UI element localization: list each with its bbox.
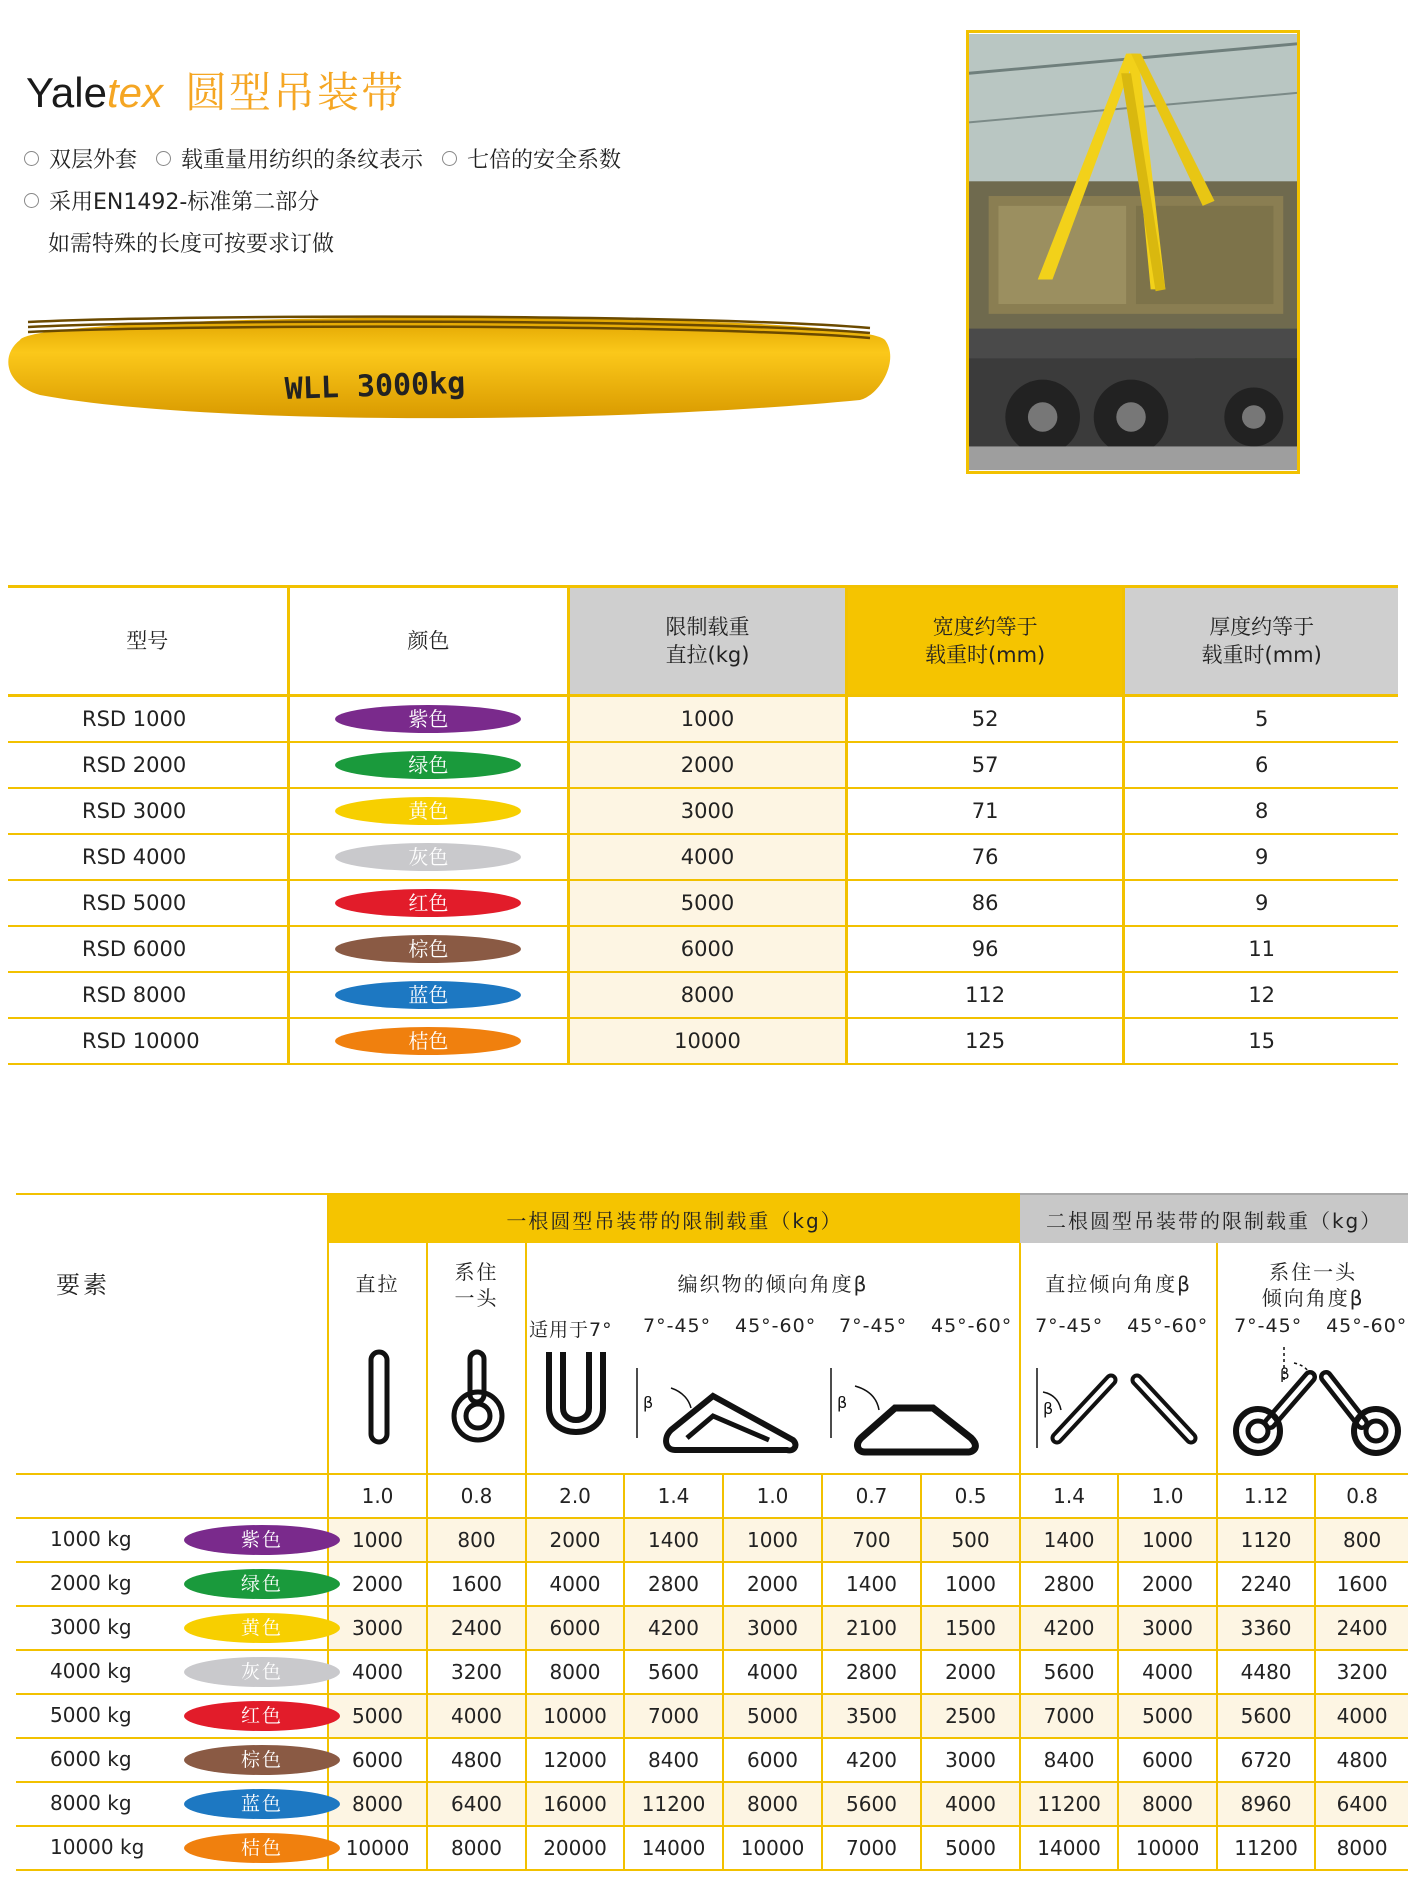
capacity-label-cell	[16, 1826, 328, 1870]
color-badge: 棕色	[184, 1745, 340, 1775]
model-cell: RSD 10000	[8, 1018, 288, 1064]
model-cell: RSD 8000	[8, 972, 288, 1018]
capacity-cell: 3500	[822, 1694, 921, 1738]
capacity-cell: 2800	[624, 1562, 723, 1606]
thickness-cell: 15	[1124, 1018, 1398, 1064]
color-cell	[288, 1018, 569, 1064]
capacity-cell: 11200	[1217, 1826, 1315, 1870]
feature-line-2	[24, 185, 319, 216]
header-color: 颜色	[288, 587, 569, 696]
factor-label-cell	[16, 1474, 328, 1518]
factor-row	[16, 1474, 1408, 1518]
color-badge: 桔色	[184, 1833, 340, 1863]
capacity-cell: 4000	[921, 1782, 1020, 1826]
capacity-cell: 1000	[723, 1518, 822, 1562]
capacity-cell: 8960	[1217, 1782, 1315, 1826]
beta-symbol: β	[1280, 1365, 1290, 1383]
capacity-row	[16, 1782, 1408, 1826]
bullet-icon	[442, 151, 457, 166]
sling-label: WLL 3000kg	[284, 365, 466, 408]
capacity-cell: 1000	[921, 1562, 1020, 1606]
capacity-cell: 5000	[1118, 1694, 1217, 1738]
width-cell: 52	[846, 696, 1124, 743]
capacity-cell: 800	[1315, 1518, 1408, 1562]
capacity-cell: 2800	[1020, 1562, 1118, 1606]
capacity-label: 6000 kg	[50, 1747, 132, 1771]
color-cell	[288, 742, 569, 788]
model-cell: RSD 6000	[8, 926, 288, 972]
straight-lift-icon	[359, 1348, 399, 1448]
color-badge: 蓝色	[184, 1789, 340, 1819]
capacity-label: 3000 kg	[50, 1615, 132, 1639]
capacity-cell: 5600	[1217, 1694, 1315, 1738]
capacity-cell: 2800	[822, 1650, 921, 1694]
col-choke	[427, 1243, 526, 1474]
capacity-cell: 10000	[526, 1694, 624, 1738]
capacity-cell: 2000	[526, 1518, 624, 1562]
col-two-straight	[1020, 1243, 1217, 1474]
basket-angle-icon-b	[825, 1358, 1005, 1458]
round-sling-illustration	[0, 300, 900, 430]
capacity-row	[16, 1650, 1408, 1694]
capacity-cell: 5600	[1020, 1650, 1118, 1694]
angle-label: 7°-45°	[643, 1315, 712, 1337]
load-capacity-table	[16, 1193, 1408, 1871]
capacity-cell: 500	[921, 1518, 1020, 1562]
element-label-cell	[16, 1243, 328, 1474]
capacity-cell: 4000	[328, 1650, 427, 1694]
angle-label: 45°-60°	[735, 1315, 817, 1337]
capacity-cell: 14000	[1020, 1826, 1118, 1870]
capacity-cell: 8000	[427, 1826, 526, 1870]
load-cell: 1000	[569, 696, 847, 743]
capacity-cell: 2100	[822, 1606, 921, 1650]
load-cell: 5000	[569, 880, 847, 926]
capacity-row	[16, 1562, 1408, 1606]
capacity-cell: 4480	[1217, 1650, 1315, 1694]
feature-text: 载重量用纺织的条纹表示	[181, 148, 424, 173]
color-badge: 绿色	[335, 751, 521, 779]
load-cell: 10000	[569, 1018, 847, 1064]
capacity-label-cell	[16, 1518, 328, 1562]
spec-row	[8, 834, 1398, 880]
factor-cell: 1.0	[1118, 1474, 1217, 1518]
thickness-cell: 9	[1124, 880, 1398, 926]
element-label: 要素	[56, 1271, 110, 1299]
capacity-cell: 3200	[427, 1650, 526, 1694]
col-two-choke	[1217, 1243, 1408, 1474]
load-cell: 8000	[569, 972, 847, 1018]
load-capacity-table-wrapper	[16, 1193, 1408, 1871]
model-cell: RSD 2000	[8, 742, 288, 788]
thickness-cell: 8	[1124, 788, 1398, 834]
width-cell: 125	[846, 1018, 1124, 1064]
color-badge: 灰色	[335, 843, 521, 871]
bullet-icon	[156, 151, 171, 166]
capacity-cell: 8400	[1020, 1738, 1118, 1782]
choke-hitch-icon	[446, 1348, 510, 1448]
capacity-cell: 3000	[921, 1738, 1020, 1782]
spec-row	[8, 926, 1398, 972]
capacity-label: 4000 kg	[50, 1659, 132, 1683]
factor-cell: 0.8	[1315, 1474, 1408, 1518]
spec-row	[8, 742, 1398, 788]
page-title	[26, 60, 405, 120]
capacity-cell: 7000	[822, 1826, 921, 1870]
capacity-cell: 4200	[624, 1606, 723, 1650]
thickness-cell: 9	[1124, 834, 1398, 880]
capacity-cell: 2400	[1315, 1606, 1408, 1650]
capacity-label: 10000 kg	[50, 1835, 145, 1859]
capacity-row	[16, 1694, 1408, 1738]
capacity-cell: 1400	[1020, 1518, 1118, 1562]
capacity-cell: 8000	[723, 1782, 822, 1826]
capacity-row	[16, 1738, 1408, 1782]
capacity-cell: 8000	[526, 1650, 624, 1694]
load-cell: 6000	[569, 926, 847, 972]
label-basket-u: 适用于7°	[529, 1319, 613, 1341]
element-corner	[16, 1194, 328, 1243]
capacity-row	[16, 1826, 1408, 1870]
capacity-cell: 800	[427, 1518, 526, 1562]
load-cell: 3000	[569, 788, 847, 834]
header-model: 型号	[8, 587, 288, 696]
capacity-label-cell	[16, 1694, 328, 1738]
spec-row	[8, 880, 1398, 926]
capacity-cell: 4800	[1315, 1738, 1408, 1782]
capacity-cell: 4200	[1020, 1606, 1118, 1650]
capacity-cell: 1000	[328, 1518, 427, 1562]
capacity-label-cell	[16, 1562, 328, 1606]
two-sling-straight-icon	[1031, 1358, 1211, 1458]
capacity-cell: 1000	[1118, 1518, 1217, 1562]
capacity-cell: 2000	[1118, 1562, 1217, 1606]
capacity-cell: 1400	[822, 1562, 921, 1606]
col-straight	[328, 1243, 427, 1474]
color-cell	[288, 788, 569, 834]
brand-yale: Yale	[26, 69, 107, 116]
band-two-slings: 二根圆型吊装带的限制载重（kg）	[1020, 1194, 1408, 1243]
angle-label: 7°-45°	[1035, 1315, 1104, 1337]
color-badge: 桔色	[335, 1027, 521, 1055]
capacity-label: 2000 kg	[50, 1571, 132, 1595]
load-cell: 2000	[569, 742, 847, 788]
angle-label: 45°-60°	[1326, 1315, 1408, 1337]
thickness-cell: 12	[1124, 972, 1398, 1018]
angle-label: 45°-60°	[1127, 1315, 1209, 1337]
color-badge: 蓝色	[335, 981, 521, 1009]
capacity-cell: 700	[822, 1518, 921, 1562]
capacity-label-cell	[16, 1738, 328, 1782]
factor-cell: 0.7	[822, 1474, 921, 1518]
capacity-cell: 1500	[921, 1606, 1020, 1650]
width-cell: 57	[846, 742, 1124, 788]
capacity-cell: 1400	[624, 1518, 723, 1562]
spec-row	[8, 788, 1398, 834]
capacity-label: 5000 kg	[50, 1703, 132, 1727]
capacity-cell: 1600	[427, 1562, 526, 1606]
capacity-cell: 6000	[526, 1606, 624, 1650]
bullet-icon	[24, 193, 39, 208]
thickness-cell: 6	[1124, 742, 1398, 788]
capacity-label: 1000 kg	[50, 1527, 132, 1551]
capacity-cell: 4000	[526, 1562, 624, 1606]
color-badge: 灰色	[184, 1657, 340, 1687]
color-badge: 绿色	[184, 1569, 340, 1599]
capacity-row	[16, 1518, 1408, 1562]
capacity-cell: 20000	[526, 1826, 624, 1870]
label-basket: 编织物的倾向角度β	[677, 1272, 869, 1296]
capacity-cell: 4000	[427, 1694, 526, 1738]
u-basket-icon	[541, 1348, 611, 1448]
factor-cell: 1.0	[328, 1474, 427, 1518]
load-cell: 4000	[569, 834, 847, 880]
model-cell: RSD 1000	[8, 696, 288, 743]
color-cell	[288, 834, 569, 880]
capacity-cell: 10000	[723, 1826, 822, 1870]
capacity-cell: 1120	[1217, 1518, 1315, 1562]
bullet-icon	[24, 151, 39, 166]
header-load: 限制载重 直拉(kg)	[569, 587, 847, 696]
capacity-cell: 4000	[1118, 1650, 1217, 1694]
capacity-cell: 3360	[1217, 1606, 1315, 1650]
sling-spec-table	[8, 585, 1398, 1065]
capacity-cell: 5600	[822, 1782, 921, 1826]
capacity-cell: 10000	[328, 1826, 427, 1870]
color-badge: 黄色	[335, 797, 521, 825]
label-straight: 直拉	[355, 1272, 400, 1296]
color-badge: 黄色	[184, 1613, 340, 1643]
capacity-cell: 3000	[1118, 1606, 1217, 1650]
color-cell	[288, 696, 569, 743]
color-badge: 紫色	[184, 1525, 340, 1555]
capacity-cell: 3000	[723, 1606, 822, 1650]
capacity-cell: 7000	[624, 1694, 723, 1738]
capacity-cell: 2000	[921, 1650, 1020, 1694]
truck-lifting-photo	[966, 30, 1300, 474]
width-cell: 112	[846, 972, 1124, 1018]
model-cell: RSD 3000	[8, 788, 288, 834]
width-cell: 86	[846, 880, 1124, 926]
label-two-choke: 系住一头 倾向角度β	[1261, 1260, 1365, 1310]
col-basket-group	[526, 1243, 1020, 1474]
color-cell	[288, 926, 569, 972]
capacity-cell: 8400	[624, 1738, 723, 1782]
angle-label: 45°-60°	[931, 1315, 1013, 1337]
factor-cell: 0.5	[921, 1474, 1020, 1518]
color-cell	[288, 880, 569, 926]
capacity-label-cell	[16, 1606, 328, 1650]
thickness-cell: 11	[1124, 926, 1398, 972]
color-badge: 紫色	[335, 705, 521, 733]
capacity-cell: 3000	[328, 1606, 427, 1650]
band-one-sling: 一根圆型吊装带的限制载重（kg）	[328, 1194, 1020, 1243]
capacity-cell: 2400	[427, 1606, 526, 1650]
capacity-label: 8000 kg	[50, 1791, 132, 1815]
capacity-cell: 3200	[1315, 1650, 1408, 1694]
beta-symbol: β	[837, 1393, 848, 1412]
factor-cell: 1.0	[723, 1474, 822, 1518]
model-cell: RSD 4000	[8, 834, 288, 880]
feature-text: 采用EN1492-标准第二部分	[49, 190, 320, 215]
feature-text: 双层外套	[49, 148, 138, 173]
capacity-cell: 8000	[1118, 1782, 1217, 1826]
factor-cell: 0.8	[427, 1474, 526, 1518]
capacity-cell: 6000	[723, 1738, 822, 1782]
capacity-cell: 14000	[624, 1826, 723, 1870]
spec-row	[8, 1018, 1398, 1064]
header-thickness: 厚度约等于 载重时(mm)	[1124, 587, 1398, 696]
capacity-cell: 5000	[328, 1694, 427, 1738]
capacity-cell: 2500	[921, 1694, 1020, 1738]
color-badge: 棕色	[335, 935, 521, 963]
capacity-cell: 4000	[723, 1650, 822, 1694]
capacity-cell: 10000	[1118, 1826, 1217, 1870]
capacity-cell: 6720	[1217, 1738, 1315, 1782]
angle-label: 7°-45°	[1234, 1315, 1303, 1337]
feature-note: 如需特殊的长度可按要求订做	[48, 232, 335, 257]
basket-angle-icon-a	[631, 1358, 811, 1458]
beta-symbol: β	[643, 1393, 654, 1412]
color-badge: 红色	[184, 1701, 340, 1731]
title-cn: 圆型吊装带	[184, 68, 405, 117]
capacity-cell: 5000	[723, 1694, 822, 1738]
model-cell: RSD 5000	[8, 880, 288, 926]
capacity-cell: 11200	[1020, 1782, 1118, 1826]
factor-cell: 1.12	[1217, 1474, 1315, 1518]
feature-line-1	[24, 143, 621, 174]
capacity-cell: 2000	[723, 1562, 822, 1606]
capacity-cell: 4800	[427, 1738, 526, 1782]
capacity-cell: 6000	[328, 1738, 427, 1782]
capacity-cell: 4200	[822, 1738, 921, 1782]
capacity-cell: 4000	[1315, 1694, 1408, 1738]
factor-cell: 1.4	[1020, 1474, 1118, 1518]
label-choke: 系住 一头	[454, 1260, 499, 1310]
capacity-cell: 5000	[921, 1826, 1020, 1870]
capacity-cell: 16000	[526, 1782, 624, 1826]
width-cell: 96	[846, 926, 1124, 972]
capacity-cell: 7000	[1020, 1694, 1118, 1738]
factor-cell: 1.4	[624, 1474, 723, 1518]
beta-symbol: β	[1043, 1399, 1054, 1418]
capacity-cell: 1600	[1315, 1562, 1408, 1606]
capacity-cell: 8000	[1315, 1826, 1408, 1870]
capacity-cell: 5600	[624, 1650, 723, 1694]
capacity-cell: 6400	[427, 1782, 526, 1826]
capacity-row	[16, 1606, 1408, 1650]
color-cell	[288, 972, 569, 1018]
spec-row	[8, 696, 1398, 743]
capacity-label-cell	[16, 1650, 328, 1694]
two-sling-choke-icon	[1222, 1343, 1412, 1463]
capacity-cell: 2000	[328, 1562, 427, 1606]
capacity-cell: 8000	[328, 1782, 427, 1826]
spec-table-header	[8, 587, 1398, 696]
capacity-cell: 12000	[526, 1738, 624, 1782]
capacity-cell: 11200	[624, 1782, 723, 1826]
factor-cell: 2.0	[526, 1474, 624, 1518]
capacity-cell: 6000	[1118, 1738, 1217, 1782]
thickness-cell: 5	[1124, 696, 1398, 743]
capacity-label-cell	[16, 1782, 328, 1826]
width-cell: 76	[846, 834, 1124, 880]
brand-tex: tex	[106, 69, 163, 116]
capacity-cell: 2240	[1217, 1562, 1315, 1606]
feature-text: 七倍的安全系数	[467, 148, 622, 173]
capacity-cell: 6400	[1315, 1782, 1408, 1826]
angle-label: 7°-45°	[839, 1315, 908, 1337]
color-badge: 红色	[335, 889, 521, 917]
width-cell: 71	[846, 788, 1124, 834]
label-two-straight: 直拉倾向角度β	[1045, 1272, 1192, 1296]
header-width: 宽度约等于 载重时(mm)	[846, 587, 1124, 696]
spec-row	[8, 972, 1398, 1018]
